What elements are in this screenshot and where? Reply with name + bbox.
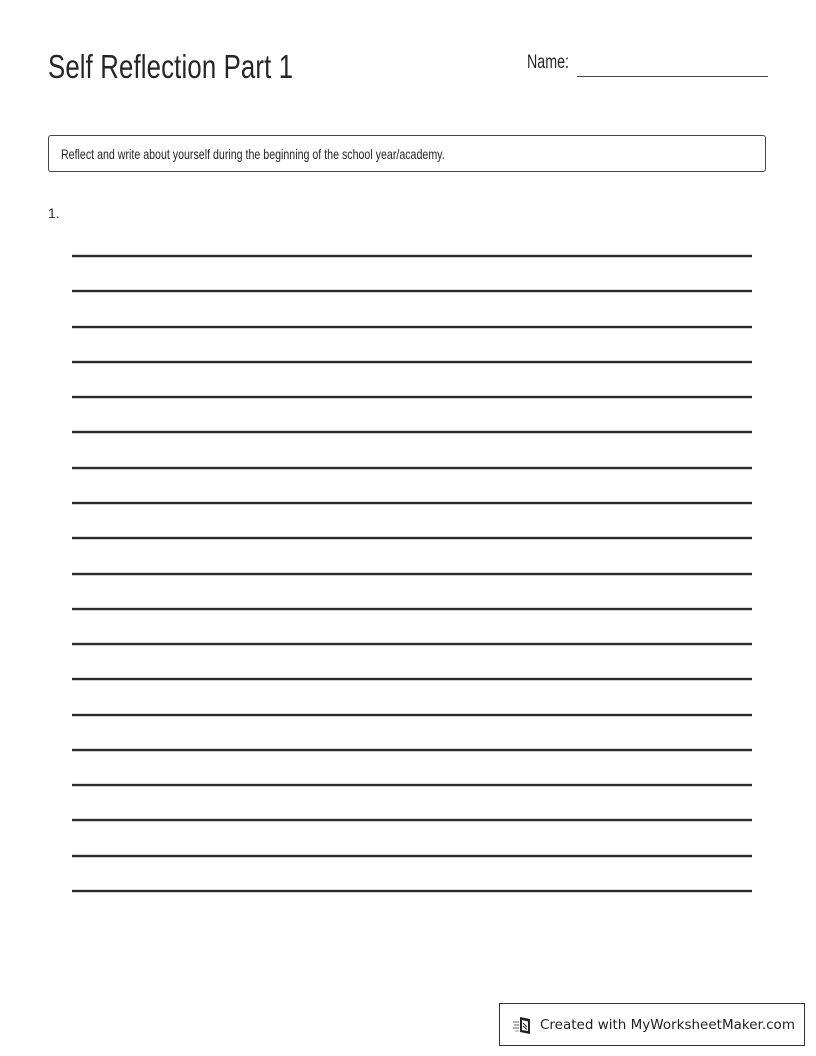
name-underline[interactable] [577, 76, 768, 77]
page-title: Self Reflection Part 1 [48, 48, 294, 85]
instruction-box [48, 135, 766, 172]
writing-line[interactable] [72, 326, 752, 328]
name-label: Name: [527, 52, 569, 73]
writing-line[interactable] [72, 608, 752, 610]
writing-line[interactable] [72, 573, 752, 575]
writing-line[interactable] [72, 255, 752, 257]
writing-line[interactable] [72, 784, 752, 786]
writing-line[interactable] [72, 502, 752, 504]
question-number: 1. [48, 205, 60, 221]
writing-line[interactable] [72, 819, 752, 821]
writing-line[interactable] [72, 855, 752, 857]
writing-line[interactable] [72, 290, 752, 292]
name-field[interactable] [527, 52, 769, 80]
writing-line[interactable] [72, 537, 752, 539]
footer-badge [499, 1003, 805, 1046]
writing-line[interactable] [72, 890, 752, 892]
instruction-text: Reflect and write about yourself during the beginning of the school year/academy. [61, 146, 445, 162]
writing-line[interactable] [72, 749, 752, 751]
footer-text: Created with MyWorksheetMaker.com [540, 1016, 795, 1033]
writing-line[interactable] [72, 643, 752, 645]
worksheet-logo-icon [512, 1014, 534, 1036]
writing-line[interactable] [72, 678, 752, 680]
writing-line[interactable] [72, 431, 752, 433]
writing-line[interactable] [72, 714, 752, 716]
writing-line[interactable] [72, 361, 752, 363]
writing-line[interactable] [72, 396, 752, 398]
writing-line[interactable] [72, 467, 752, 469]
